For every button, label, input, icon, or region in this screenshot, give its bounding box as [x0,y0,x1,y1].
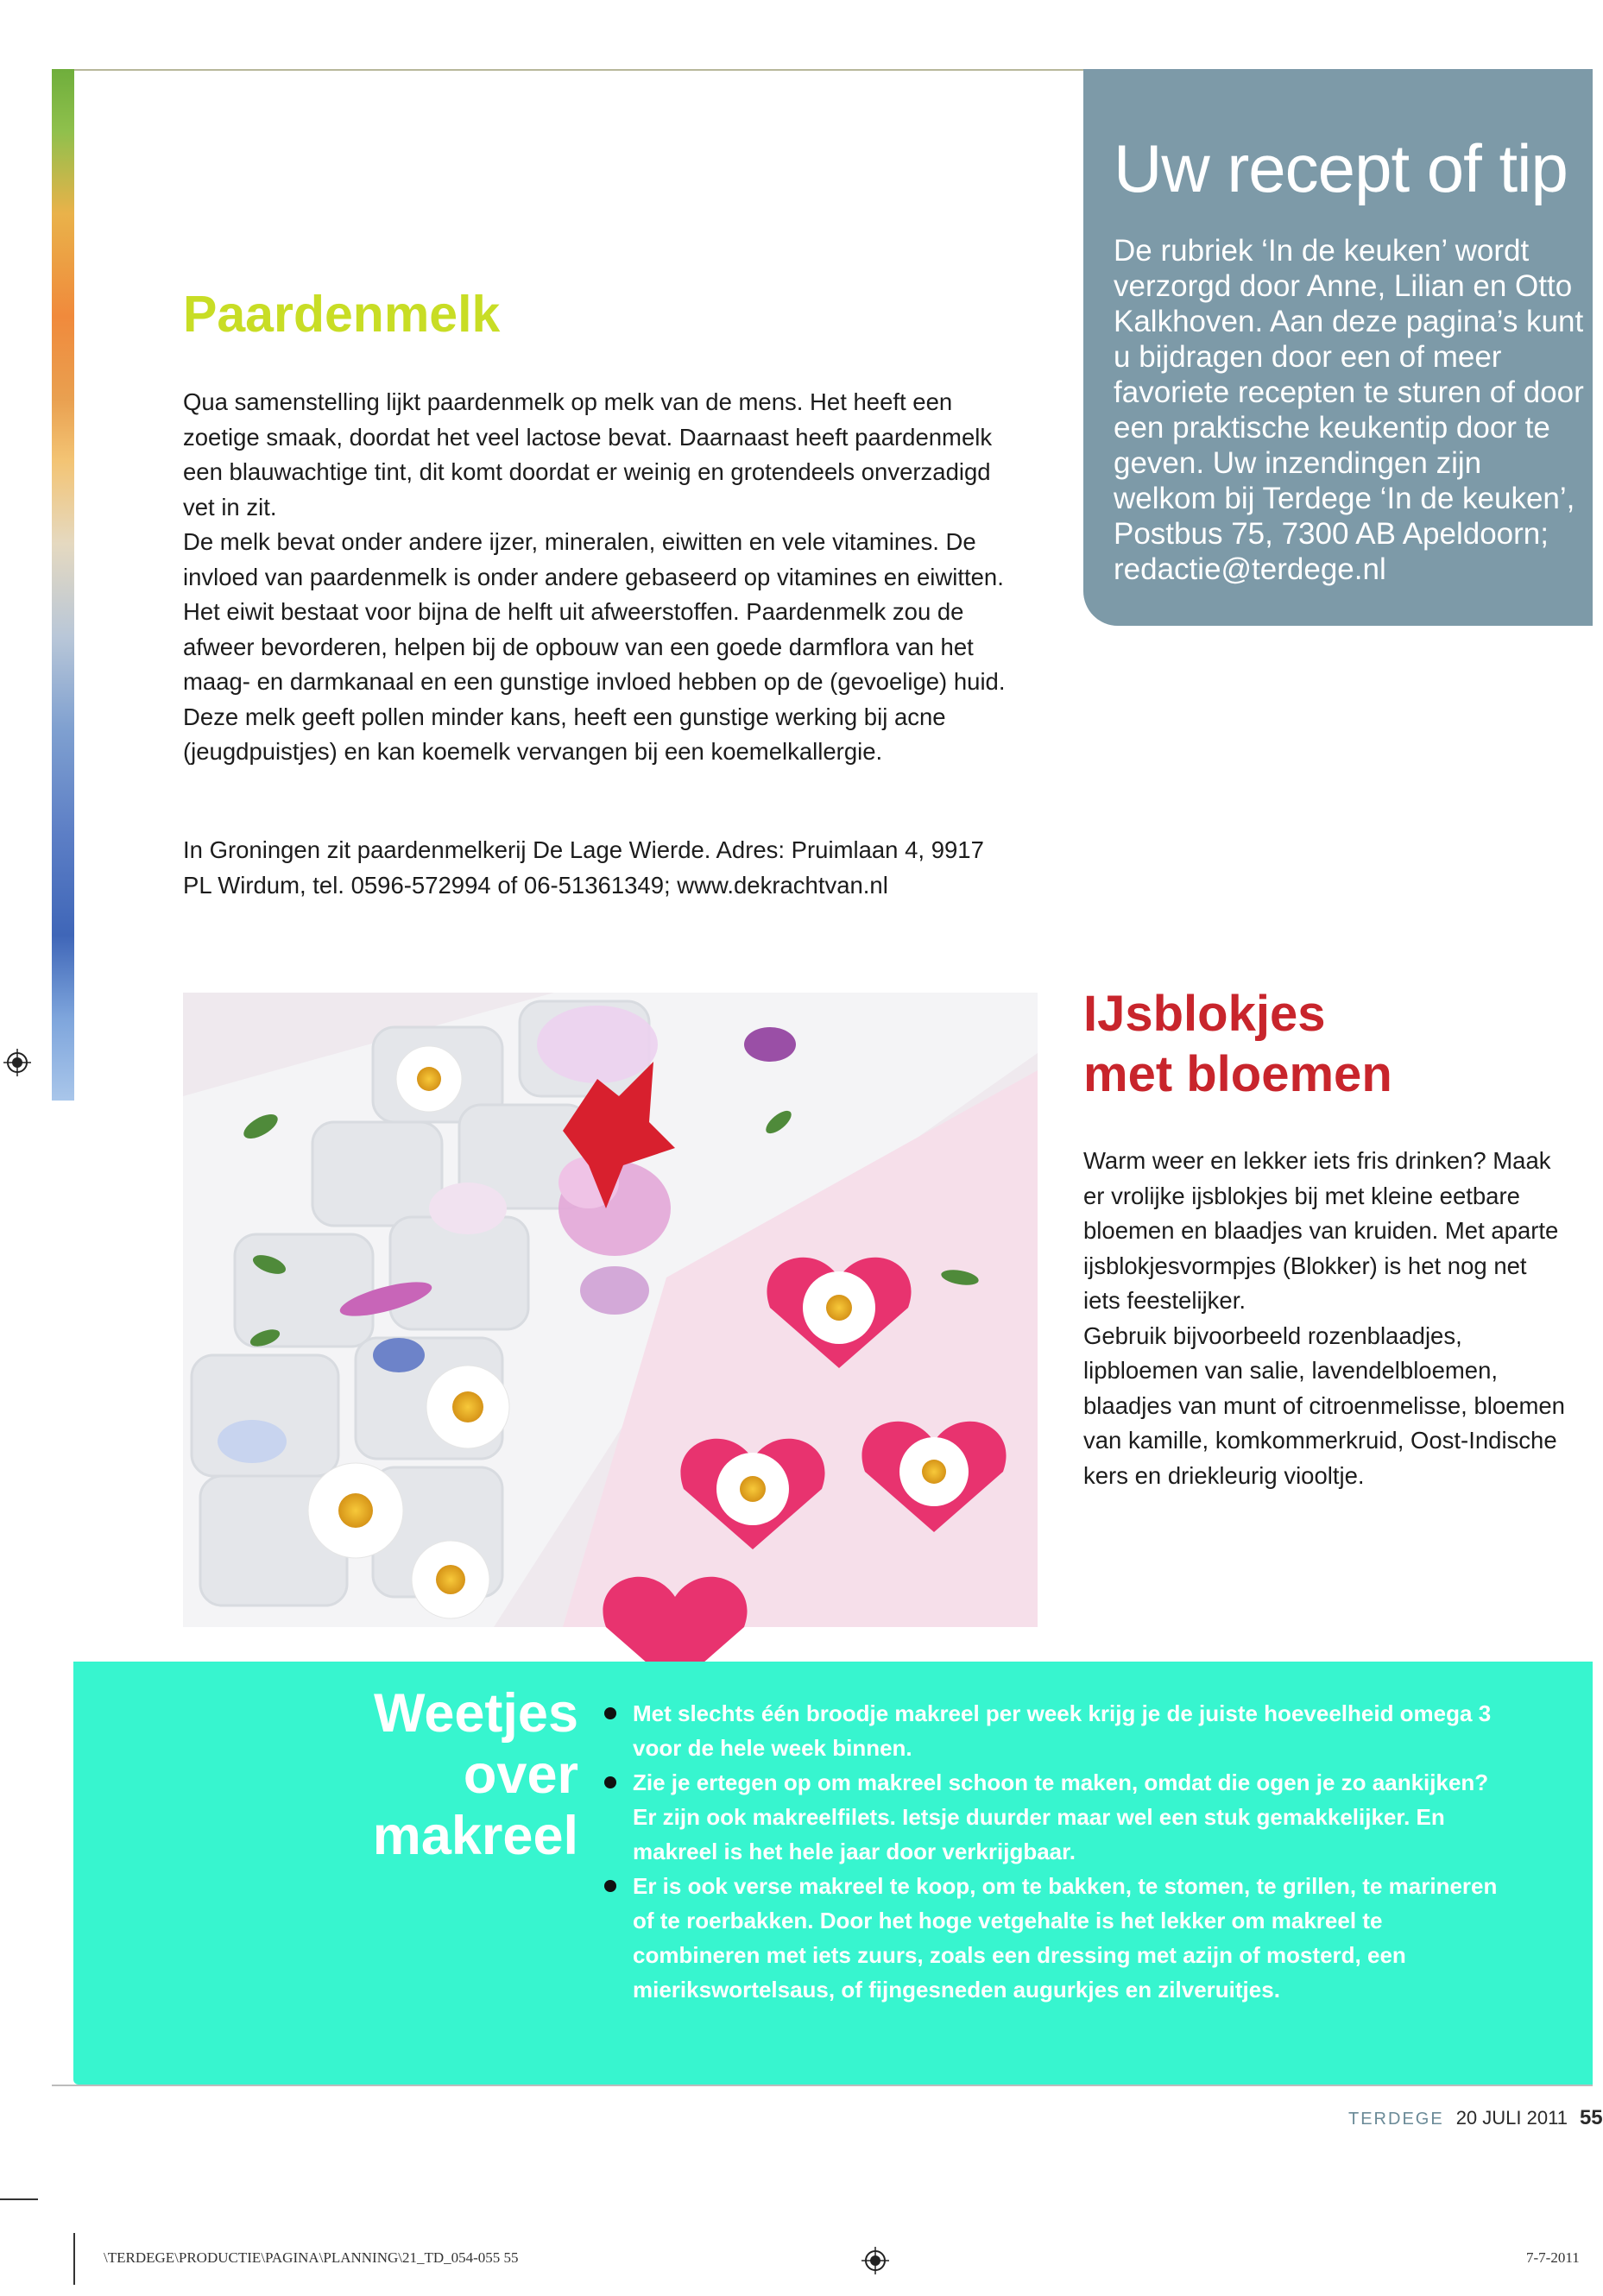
recipe-tip-title: Uw recept of tip [1114,130,1568,206]
weetjes-title-line-1: Weetjes [374,1683,578,1744]
ijsblokjes-title [1083,984,1567,1105]
footer-brand: TERDEGE [1348,2110,1444,2129]
registration-mark-icon [861,2247,889,2274]
page-number: 55 [1579,2106,1603,2129]
bullet-icon [604,1776,616,1788]
ijsblokjes-title-line-1: IJsblokjes [1083,986,1326,1042]
crop-mark [73,2233,75,2285]
footer-date: 20 JULI 2011 [1455,2107,1568,2129]
weetjes-item [604,1765,1511,1869]
top-rule [52,69,1088,71]
registration-mark-icon [3,1049,31,1076]
weetjes-item-text: Met slechts één broodje makreel per week krijg je de juiste hoeveelheid omega 3 voor de hele week binnen. [633,1700,1492,1761]
weetjes-item-text: Zie je ertegen op om makreel schoon te maken, omdat die ogen je zo aankijken? Er zijn ook makreelfilets. Ietsje duurder maar wel een stuk gemakkelijker. En makreel is het hele jaar door verkrijgbaar. [633,1769,1489,1864]
paardenmelk-address: In Groningen zit paardenmelkerij De Lage Wierde. Adres: Pruimlaan 4, 9917 PL Wirdum, tel. 0596-572994 of 06-51361349; www.dekrachtvan.nl [183,836,984,899]
ijsblokjes-body [1083,1144,1567,1493]
ijsblokjes-title-line-2: met bloemen [1083,1046,1392,1102]
paardenmelk-paragraph-2: De melk bevat onder andere ijzer, mineralen, eiwitten en vele vitamines. De invloed van paardenmelk is onder andere gebaseerd op vitamines en eiwitten. Het eiwit bestaat voor bijna de helft uit afweerstoffen. Paardenmelk zou de afweer bevorderen, helpen bij de opbouw van een goede darmflora van het maag- en darmkanaal en een gunstige invloed hebben op de (gevoelige) huid. [183,528,1006,695]
weetjes-item-text: Er is ook verse makreel te koop, om te bakken, te stomen, te grillen, te marineren of te roerbakken. Door het hoge vetgehalte is het lekker om makreel te combineren met iets zuurs, zoals een dressing met azijn of mosterd, een mierikswortelsaus, of fijngesneden augurkjes en zilveruitjes. [633,1873,1498,2003]
recipe-tip-text: De rubriek ‘In de keuken’ wordt verzorgd door Anne, Lilian en Otto Kalkhoven. Aan deze pagina’s kunt u bijdragen door een of meer favoriete recepten te sturen of door een praktische keukentip door te geven. Uw inzendingen zijn welkom bij Terdege ‘In de keuken’, Postbus 75, 7300 AB Apeldoorn; redactie@terdege.nl [1114,234,1584,586]
paardenmelk-paragraph-3: Deze melk geeft pollen minder kans, heeft een gunstige werking bij acne (jeugdpuistjes) en kan koemelk vervangen bij een koemelkallergie. [183,703,946,765]
paardenmelk-body [183,385,1012,770]
page-footer [1348,2106,1603,2130]
weetjes-title-line-2: over [463,1744,578,1805]
bullet-icon [604,1707,616,1719]
slug-file-path: \TERDEGE\PRODUCTIE\PAGINA\PLANNING\21_TD_054-055 55 [104,2249,519,2266]
weetjes-list [604,1696,1511,2007]
ijsblokjes-paragraph-2: Gebruik bijvoorbeeld rozenblaadjes, lipbloemen van salie, lavendelbloemen, blaadjes van munt of citroenmelisse, bloemen van kamille, komkommerkruid, Oost-Indische kers en driekleurig viooltje. [1083,1321,1565,1489]
slug-date: 7-7-2011 [1526,2249,1580,2266]
bullet-icon [604,1880,616,1892]
crop-mark [0,2198,38,2200]
bottom-rule [52,2085,1593,2086]
left-photo-strip [52,69,74,1101]
weetjes-title [328,1683,578,1867]
weetjes-item [604,1869,1511,2007]
ice-cube-flowers-photo [183,993,1038,1627]
paardenmelk-title: Paardenmelk [183,286,501,343]
ijsblokjes-paragraph-1: Warm weer en lekker iets fris drinken? Maak er vrolijke ijsblokjes bij met kleine eetbare bloemen en blaadjes van kruiden. Met aparte ijsblokjesvormpjes (Blokker) is het nog net iets feestelijker. [1083,1147,1559,1314]
weetjes-title-line-3: makreel [372,1806,578,1866]
paardenmelk-paragraph-1: Qua samenstelling lijkt paardenmelk op melk van de mens. Het heeft een zoetige smaak, doordat het veel lactose bevat. Daarnaast heeft paardenmelk een blauwachtige tint, dit komt doordat er weinig en grotendeels onverzadigd vet in zit. [183,388,993,520]
weetjes-item [604,1696,1511,1765]
